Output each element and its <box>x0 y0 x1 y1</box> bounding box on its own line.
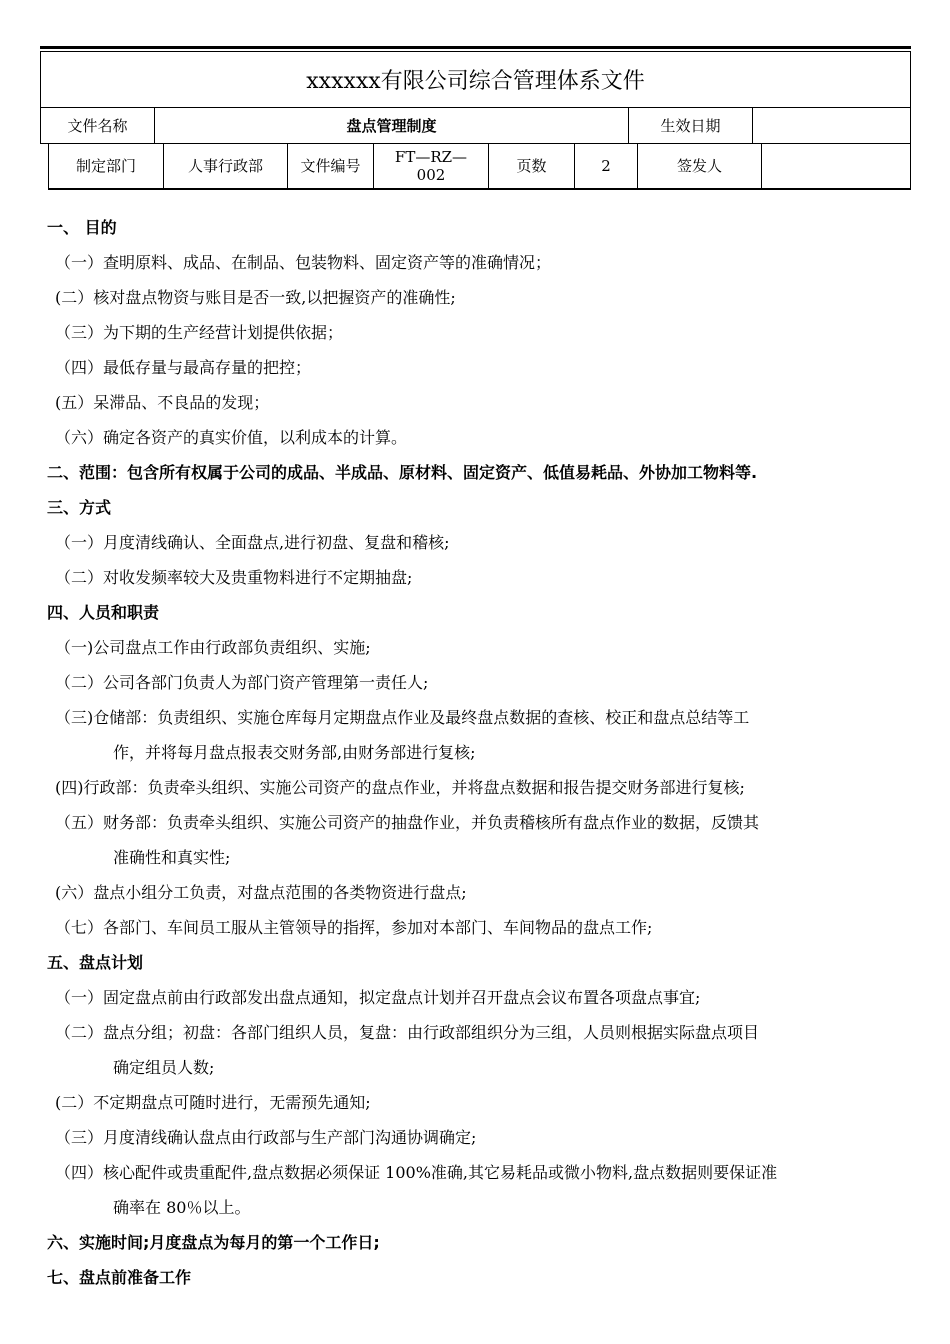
issuer-value <box>762 144 910 188</box>
body-line: (四)行政部：负责牵头组织、实施公司资产的盘点作业，并将盘点数据和报告提交财务部进行复核; <box>55 778 745 797</box>
doc-name-label: 文件名称 <box>41 108 155 143</box>
body-line: 作，并将每月盘点报表交财务部,由财务部进行复核; <box>113 743 476 762</box>
body-line: 确定组员人数; <box>113 1058 215 1077</box>
document-header <box>40 46 911 190</box>
body-line: （二）盘点分组；初盘：各部门组织人员，复盘：由行政部组织分为三组，人员则根据实际盘点项目 <box>55 1023 760 1042</box>
body-line: （四）最低存量与最高存量的把控； <box>55 358 312 377</box>
header-top-rule <box>40 46 911 49</box>
body-line: （七）各部门、车间员工服从主管领导的指挥，参加对本部门、车间物品的盘点工作; <box>55 918 653 937</box>
body-line: （三）为下期的生产经营计划提供依据； <box>55 323 344 342</box>
body-line: （一）固定盘点前由行政部发出盘点通知，拟定盘点计划并召开盘点会议布置各项盘点事宜; <box>55 988 701 1007</box>
section-heading: 二、范围：包含所有权属于公司的成品、半成品、原材料、固定资产、低值易耗品、外协加工物料等. <box>47 463 758 482</box>
header-table <box>40 51 911 144</box>
section-heading: 五、盘点计划 <box>47 953 144 972</box>
body-line: (二）核对盘点物资与账目是否一致,以把握资产的准确性; <box>55 288 456 307</box>
effective-date-label: 生效日期 <box>629 108 753 143</box>
section-heading: 七、盘点前准备工作 <box>47 1268 192 1287</box>
body-line: （一）月度清线确认、全面盘点,进行初盘、复盘和稽核; <box>55 533 450 552</box>
body-line: （三)仓储部：负责组织、实施仓库每月定期盘点作业及最终盘点数据的查核、校正和盘点总结等工 <box>55 708 750 727</box>
body-line: （二）对收发频率较大及贵重物料进行不定期抽盘; <box>55 568 413 587</box>
body-line: （五）财务部：负责牵头组织、实施公司资产的抽盘作业，并负责稽核所有盘点作业的数据，反馈其 <box>55 813 760 832</box>
body-line: （二）公司各部门负责人为部门资产管理第一责任人; <box>55 673 429 692</box>
header-row-2 <box>48 144 911 188</box>
section-heading: 三、方式 <box>47 498 112 517</box>
body-line: （一）查明原料、成品、在制品、包装物料、固定资产等的准确情况； <box>55 253 552 272</box>
header-bottom-rule <box>48 188 911 190</box>
body-line: (五）呆滞品、不良品的发现； <box>55 393 270 412</box>
doc-name-value: 盘点管理制度 <box>155 108 629 143</box>
dept-label: 制定部门 <box>49 144 164 188</box>
pages-label: 页数 <box>489 144 575 188</box>
body-line: （四）核心配件或贵重配件,盘点数据必须保证 100%准确,其它易耗品或微小物料,盘点数据则要保证准 <box>55 1163 778 1182</box>
section-heading: 六、实施时间;月度盘点为每月的第一个工作日; <box>47 1233 380 1252</box>
pages-value: 2 <box>575 144 638 188</box>
body-line: （一)公司盘点工作由行政部负责组织、实施; <box>55 638 371 657</box>
section-heading: 一、 目的 <box>47 218 117 237</box>
body-line: 准确性和真实性; <box>113 848 231 867</box>
doc-no-value: FT—RZ—002 <box>374 144 489 188</box>
body-line: （六）确定各资产的真实价值，以利成本的计算。 <box>55 428 408 447</box>
effective-date-value <box>753 108 910 143</box>
body-line: (二）不定期盘点可随时进行，无需预先通知; <box>55 1093 371 1112</box>
document-title: xxxxxx有限公司综合管理体系文件 <box>41 52 910 108</box>
body-line: 确率在 80％以上。 <box>113 1198 251 1217</box>
header-row-1 <box>41 108 910 143</box>
body-line: （三）月度清线确认盘点由行政部与生产部门沟通协调确定; <box>55 1128 477 1147</box>
dept-value: 人事行政部 <box>164 144 288 188</box>
doc-no-label: 文件编号 <box>288 144 374 188</box>
issuer-label: 签发人 <box>638 144 762 188</box>
section-heading: 四、人员和职责 <box>47 603 160 622</box>
body-line: (六）盘点小组分工负责，对盘点范围的各类物资进行盘点; <box>55 883 467 902</box>
